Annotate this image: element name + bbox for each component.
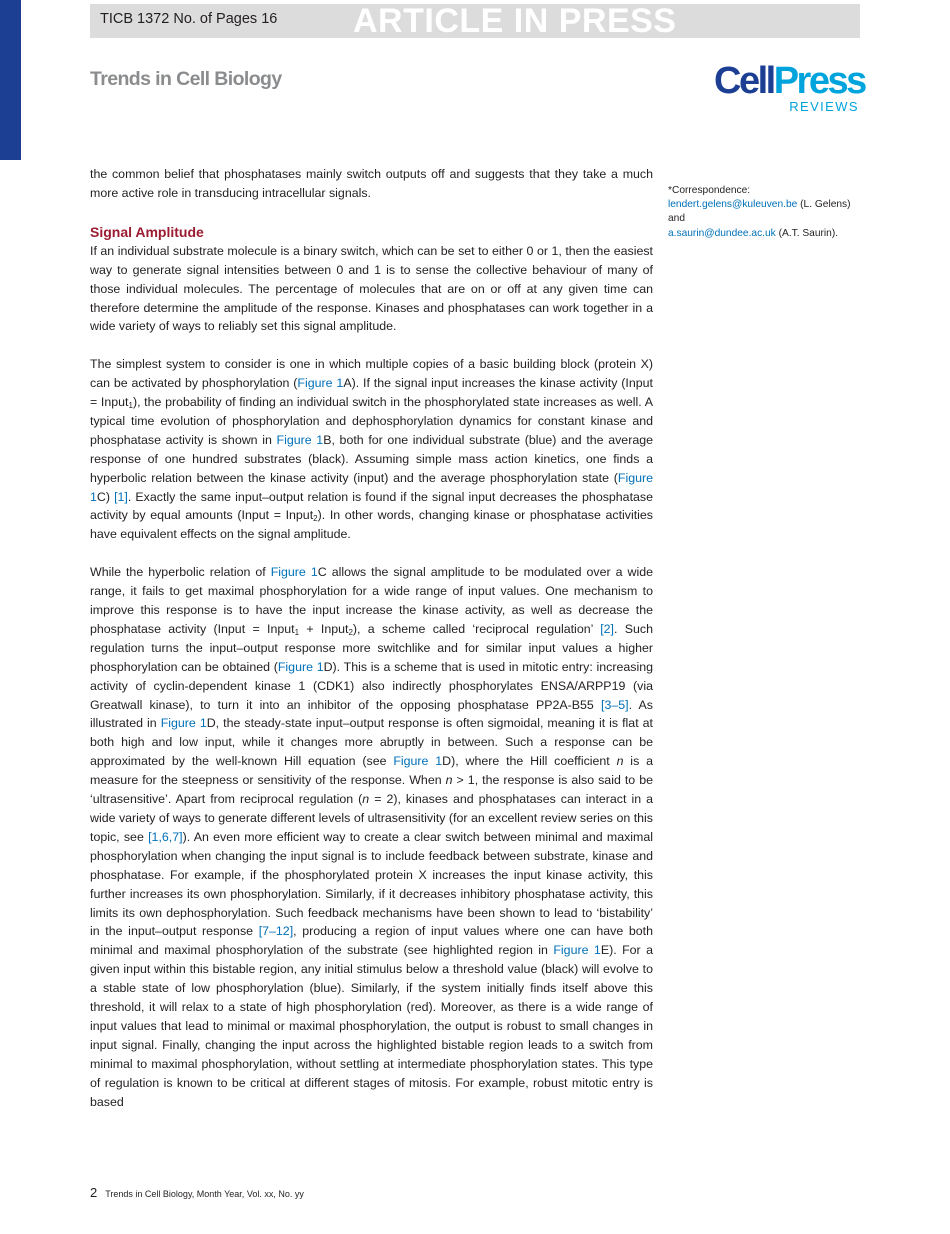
logo-press-text: Press: [773, 60, 865, 102]
left-accent-bar: [0, 0, 21, 160]
figure-link[interactable]: Figure 1: [393, 754, 443, 769]
article-status: ARTICLE IN PRESS: [353, 2, 677, 40]
correspondence-and: and: [668, 213, 685, 225]
figure-link[interactable]: Figure 1: [297, 376, 344, 391]
main-text-column: [90, 165, 653, 1111]
logo-cell-text: Cell: [714, 60, 774, 102]
correspondence-name: (A.T. Saurin).: [778, 227, 839, 239]
reference-link[interactable]: [2]: [600, 621, 614, 636]
reference-link[interactable]: [1,6,7]: [148, 829, 183, 844]
figure-link[interactable]: Figure 1: [160, 716, 207, 731]
email-link-saurin[interactable]: a.saurin@dundee.ac.uk: [668, 227, 776, 239]
paragraph-signal-amplitude: If an individual substrate molecule is a binary switch, which can be set to either 0 or 1, then the easiest way to generate signal intensities between 0 and 1 is to sense the collective behaviour of many of those individual molecules. The percentage of molecules that are on or off at any given time can therefore determine the amplitude of the response. Kinases and phosphatases can work together in a wide variety of ways to reliably set this signal amplitude.: [90, 243, 653, 334]
reference-link[interactable]: [1]: [114, 489, 128, 504]
footer-citation: Trends in Cell Biology, Month Year, Vol. xx, No. yy: [105, 1189, 304, 1199]
paragraph-simplest-system: The simplest system to consider is one in which multiple copies of a basic building block (protein X) can be activated by phosphorylation (Figure 1A). If the signal input increases the kinase activity (Input = Input$_1$), the probability of finding an individual switch in the phosphorylated state increases as well. A typical time evolution of phosphorylation and dephosphorylation dynamics for constant kinase and phosphatase activity is shown in Figure 1B, both for one individual substrate (blue) and the average response of one hundred substrates (black). Assuming simple mass action kinetics, one finds a hyperbolic relation between the kinase activity (input) and the average phosphorylation state (Figure 1C) [1]. Exactly the same input–output relation is found if the signal input decreases the phosphatase activity by equal amounts (Input = Input$_2$). In other words, changing kinase or phosphatase activities have equivalent effects on the signal amplitude.: [90, 357, 654, 542]
journal-name: Trends in Cell Biology: [90, 68, 282, 90]
figure-link[interactable]: Figure 1: [553, 943, 601, 958]
page-footer: [90, 1185, 304, 1200]
reference-link[interactable]: [7–12]: [258, 924, 294, 939]
figure-link[interactable]: Figure 1: [270, 565, 318, 580]
correspondence-box: [668, 184, 868, 241]
intro-paragraph: the common belief that phosphatases mainly switch outputs off and suggests that they take a much more active role in transducing intracellular signals.: [90, 167, 653, 200]
figure-link[interactable]: Figure 1: [90, 470, 653, 504]
page-number: 2: [90, 1185, 98, 1200]
running-header: [90, 4, 860, 38]
correspondence-name: (L. Gelens): [800, 199, 851, 211]
figure-link[interactable]: Figure 1: [277, 659, 324, 674]
manuscript-id: TICB 1372 No. of Pages 16: [100, 11, 278, 27]
reference-link[interactable]: [3–5]: [601, 697, 629, 712]
paragraph-hyperbolic: While the hyperbolic relation of Figure 1C allows the signal amplitude to be modulated over a wide range, it fails to get maximal phosphorylation for a wide range of input values. One mechanism to improve this response is to have the input increase the kinase activity, as well as decrease the phosphatase activity (Input = Input$_1$ + Input$_2$), a scheme called ‘reciprocal regulation’ [2]. Such regulation turns the input–output response more switchlike and for similar input values a higher phosphorylation can be obtained (Figure 1D). This is a scheme that is used in mitotic entry: increasing activity of cyclin-dependent kinase 1 (CDK1) also indirectly phosphorylates ENSA/ARPP19 (via Greatwall kinase), to turn it into an inhibitor of the opposing phosphatase PP2A-B55 [3–5]. As illustrated in Figure 1D, the steady-state input–output response is often sigmoidal, meaning it is flat at both high and low input, while it changes more abruptly in between. Such a response can be approximated by the well-known Hill equation (see Figure 1D), where the Hill coefficient n is a measure for the steepness or sensitivity of the response. When n > 1, the response is also said to be ‘ultrasensitive’. Apart from reciprocal regulation (n = 2), kinases and phosphatases can interact in a wide variety of ways to generate different levels of ultrasensitivity (for an excellent review series on this topic, see [1,6,7]). An even more efficient way to create a clear switch between minimal and maximal phosphorylation when changing the input signal is to include feedback between substrate, kinase and phosphatase. For example, if the phosphorylated protein X increases the input kinase activity, this further increases its own phosphorylation. Similarly, if it decreases inhibitory phosphatase activity, this limits its own dephosphorylation. Such feedback mechanisms have been shown to lead to ‘bistability’ in the input–output response [7–12], producing a region of input values where one can have both minimal and maximal phosphorylation of the substrate (see highlighted region in Figure 1E). For a given input within this bistable region, any initial stimulus below a threshold value (black) will evolve to a stable state of low phosphorylation (blue). Similarly, if the system initially finds itself above this threshold, it will relax to a state of high phosphorylation (red). Moreover, as there is a wide range of input values that lead to minimal or maximal phosphorylation, the output is robust to small changes in input signal. Finally, changing the input across the highlighted bistable region leads to a switch from minimal to maximal phosphorylation, without settling at intermediate phosphorylation states. This type of regulation is known to be critical at different stages of mitosis. For example, robust mitotic entry is based: [90, 565, 654, 1109]
email-link-gelens[interactable]: lendert.gelens@kuleuven.be: [668, 199, 798, 211]
figure-link[interactable]: Figure 1: [276, 432, 324, 447]
section-title: Signal Amplitude: [90, 223, 204, 240]
logo-reviews-text: REVIEWS: [789, 99, 859, 114]
cellpress-logo: [714, 60, 865, 116]
correspondence-label: *Correspondence:: [668, 185, 751, 196]
